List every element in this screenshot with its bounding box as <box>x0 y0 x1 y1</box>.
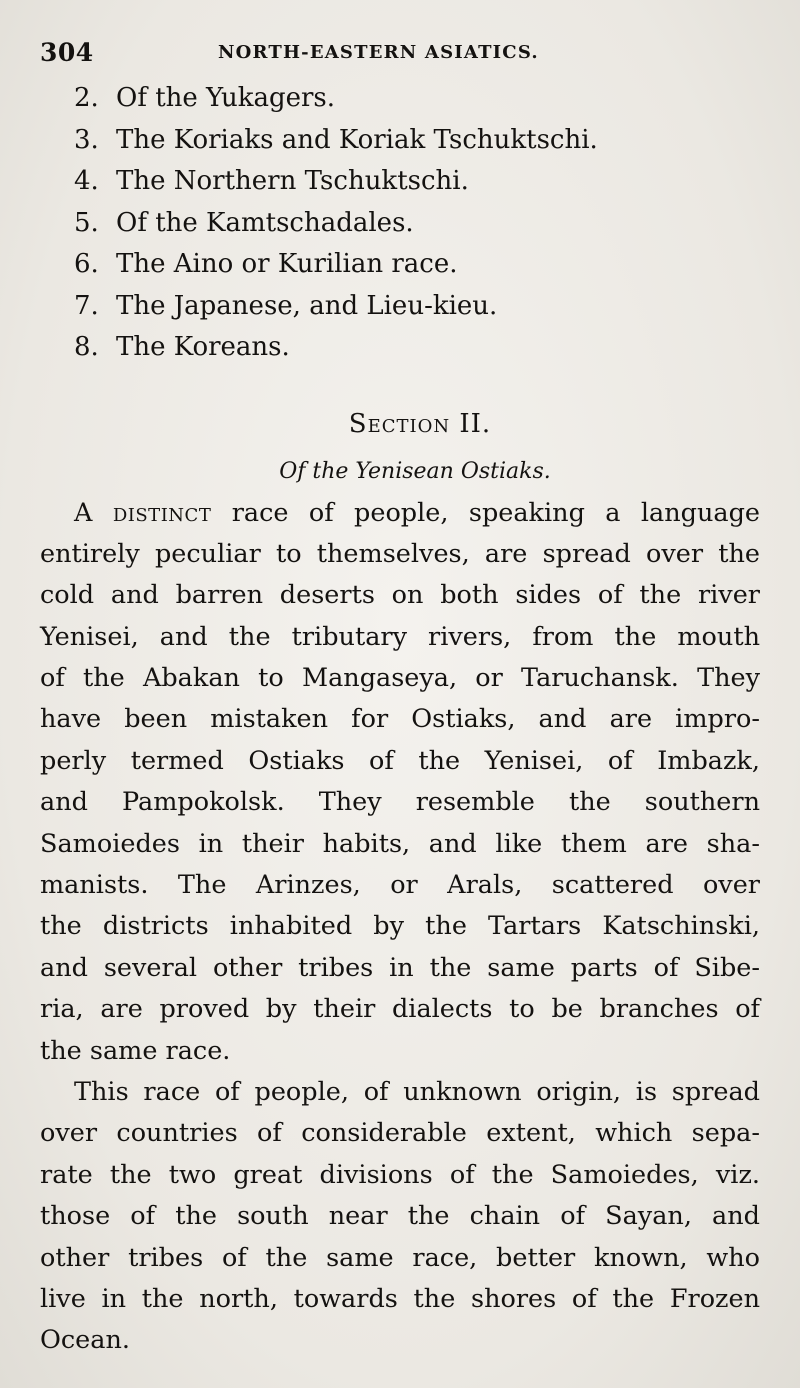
contents-item-text: The Koreans. <box>116 332 290 362</box>
contents-item-number: 7. <box>74 290 99 321</box>
contents-item-number: 2. <box>74 83 99 113</box>
paragraph-line: This race of people, of unknown origin, is spread <box>74 1076 760 1107</box>
contents-item-number: 3. <box>74 124 99 155</box>
paragraph-line: rate the two great divisions of the Samoiedes, viz. <box>40 1159 760 1190</box>
paragraph-line: manists. The Arinzes, or Arals, scattered over <box>40 870 760 901</box>
contents-list <box>40 78 760 369</box>
contents-item-number: 6. <box>74 249 99 279</box>
paragraph-line <box>40 493 760 534</box>
paragraph-line: and several other tribes in the same parts of Sibe- <box>40 952 760 983</box>
paragraph-line: Yenisei, and the tributary rivers, from the mouth <box>40 621 760 652</box>
contents-item <box>74 161 760 203</box>
paragraph-line: those of the south near the chain of Sayan, and <box>40 1201 760 1232</box>
running-title: NORTH-EASTERN ASIATICS. <box>218 42 539 63</box>
paragraph-line: entirely peculiar to themselves, are spread over the <box>40 538 760 569</box>
paragraph-1 <box>40 493 760 1072</box>
contents-item-number: 4. <box>74 166 99 196</box>
contents-item <box>74 327 760 369</box>
contents-item-text: Of the Yukagers. <box>116 83 336 113</box>
lead-letter: A <box>74 497 93 528</box>
contents-item <box>74 286 760 328</box>
paragraph-line: the districts inhabited by the Tartars Katschinski, <box>40 911 760 942</box>
running-head <box>40 38 760 78</box>
contents-item-number: 8. <box>74 332 99 362</box>
section-subheading: Of the Yenisean Ostiaks. <box>279 458 551 484</box>
paragraph-line: over countries of considerable extent, which sepa- <box>40 1118 760 1149</box>
paragraph-line: ria, are proved by their dialects to be branches of <box>40 994 760 1025</box>
paragraph-line: other tribes of the same race, better known, who <box>40 1242 760 1273</box>
paragraph-2 <box>40 1072 760 1362</box>
paragraph-line: and Pampokolsk. They resemble the southern <box>40 787 760 818</box>
lead-line-rest: race of people, speaking a language <box>231 497 761 528</box>
paragraph-line: the same race. <box>40 1035 231 1066</box>
page-number: 304 <box>40 38 94 67</box>
contents-item-number: 5. <box>74 207 99 238</box>
contents-item <box>74 120 760 162</box>
contents-item <box>74 203 760 245</box>
contents-item-text: The Aino or Kurilian race. <box>116 249 458 279</box>
contents-item-text: The Northern Tschuktschi. <box>116 166 469 196</box>
lead-small-caps: distinct <box>112 497 212 528</box>
section-heading: Section II. <box>348 408 492 439</box>
paragraph-line: Samoiedes in their habits, and like them are sha- <box>40 828 760 859</box>
contents-item <box>74 78 760 120</box>
paragraph-line: have been mistaken for Ostiaks, and are impro- <box>40 704 760 735</box>
contents-item-text: Of the Kamtschadales. <box>116 207 414 238</box>
paragraph-line: perly termed Ostiaks of the Yenisei, of Imbazk, <box>40 745 760 776</box>
contents-item-text: The Japanese, and Lieu-kieu. <box>116 290 498 321</box>
paragraph-line: Ocean. <box>40 1325 131 1356</box>
paragraph-line: live in the north, towards the shores of the Frozen <box>40 1283 760 1314</box>
paragraph-line: cold and barren deserts on both sides of the river <box>40 580 760 611</box>
contents-item <box>74 244 760 286</box>
contents-item-text: The Koriaks and Koriak Tschuktschi. <box>116 124 598 155</box>
paragraph-line: of the Abakan to Mangaseya, or Taruchansk. They <box>40 663 760 694</box>
